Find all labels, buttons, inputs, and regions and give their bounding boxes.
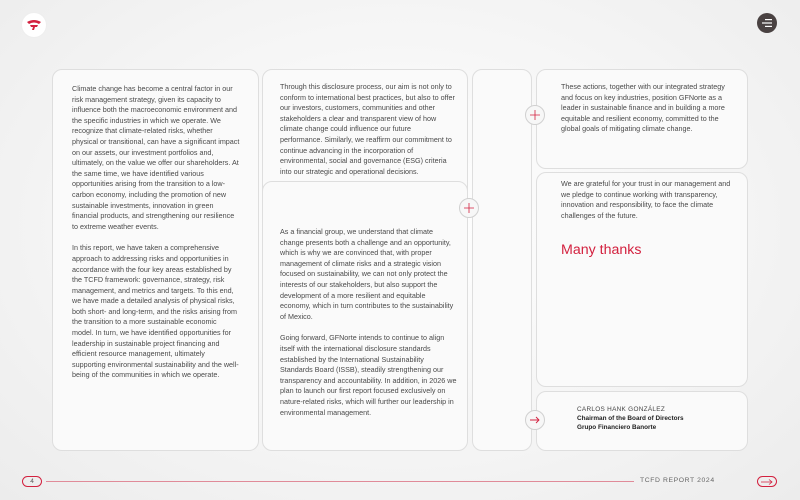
closing-quote: We are grateful for your trust in our management and we pledge to continue working with transparency, innovation and responsibility, to face the climate challenges of the future.: [561, 179, 731, 220]
thanks-text: Many thanks: [561, 242, 642, 259]
text-card-right-top: [536, 69, 748, 169]
banorte-logo-icon[interactable]: [22, 13, 46, 37]
plus-icon[interactable]: [459, 198, 479, 218]
menu-icon[interactable]: [757, 13, 777, 33]
paragraph: In this report, we have taken a comprehensive approach to addressing risks and opportunities in accordance with the four key areas established by the TCFD framework: governance, strategy, risk management, and metrics and targets. To this end, we have made a detailed analysis of physical risks, both short- and long-term, and the risks arising from the transition to a more sustainable economic model. In turn, we have identified opportunities for leadership in sustainable project financing and efficient resource management, ultimately supporting environmental sustainability and the well-being of the communities in which we operate.: [72, 243, 239, 380]
paragraph: As a financial group, we understand that climate change presents both a challenge and an opportunity, which is why we are convinced that, with proper management of climate risks and a strategic vision focused on sustainability, we can not only protect the interests of our stakeholders, but also support the development of a more resilient and equitable economy, which in turn contributes to the sustainability of Mexico.: [280, 227, 454, 321]
text-card-left: [52, 69, 259, 451]
quote-card: [536, 172, 748, 387]
paragraph: Through this disclosure process, our aim is not only to conform to international best practices, but also to offer our investors, customers, communities and other stakeholders a clear and transparent view of how climate change could influence our future performance. Similarly, we reaffirm our commitment to continue advancing in the incorporation of environmental, social and governance (ESG) criteria into our strategic and operational decisions.: [280, 82, 455, 176]
arrow-right-icon[interactable]: [525, 410, 545, 430]
spacer-card: [472, 69, 532, 451]
report-title: TCFD REPORT 2024: [640, 477, 715, 484]
next-page-arrow-icon[interactable]: [757, 476, 777, 487]
signature-card: [536, 391, 748, 451]
paragraph: Climate change has become a central factor in our risk management strategy, given its capacity to influence both the macroeconomic environment and the specific industries in which we operate. We recognize that climate-related risks, whether physical or transitional, can have a significant impact on our assets, our investment portfolios and, ultimately, on the value we offer our shareholders. At the same time, we have identified various opportunities arising from the transition to a low-carbon economy, including the promotion of new sustainable investments, innovation in green financial products, and strengthening our resilience to extreme weather events.: [72, 84, 240, 231]
paragraph: These actions, together with our integrated strategy and focus on key industries, position GFNorte as a leader in sustainable finance and in building a more equitable and resilient economy, committed to the global goals of mitigating climate change.: [561, 82, 725, 134]
plus-icon[interactable]: [525, 105, 545, 125]
signatory-name: CARLOS HANK GONZÁLEZ: [577, 406, 666, 413]
paragraph: Going forward, GFNorte intends to continue to align itself with the international disclosure standards established by the International Sustainability Standards Board (ISSB), steadily strengthening our transparency and accountability. In addition, in 2026 we plan to launch our first report focused exclusively on nature-related risks, which will further our leadership in environmental management.: [280, 333, 457, 417]
footer-divider: [46, 481, 634, 482]
text-card-middle-bottom: [262, 181, 468, 451]
signatory-organization: Grupo Financiero Banorte: [577, 424, 657, 431]
signatory-title: Chairman of the Board of Directors: [577, 415, 684, 422]
page-number: 4: [22, 476, 42, 487]
